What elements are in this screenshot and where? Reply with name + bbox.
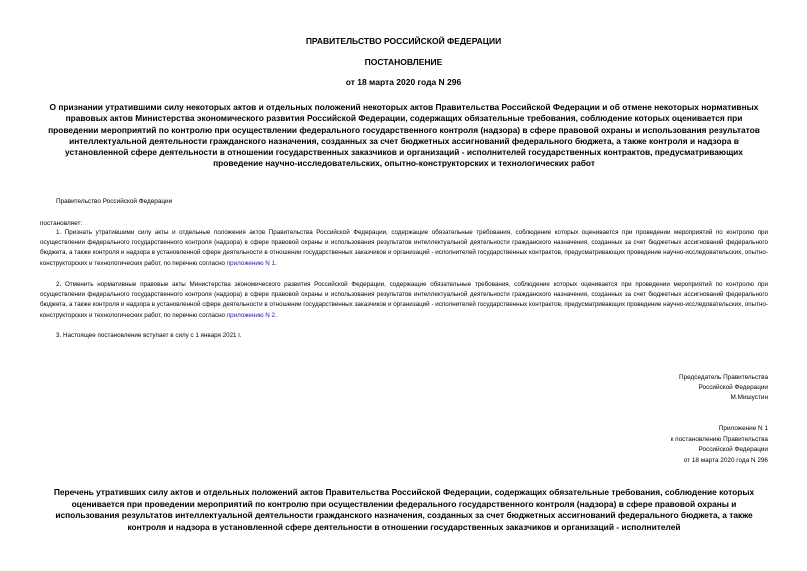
- annex-header: [548, 424, 768, 466]
- list-title: Перечень утративших силу актов и отдельных положений актов Правительства Российской Федерации, содержащих обязательные требования, соблюдение которых оценивается при проведении мероприятий по контролю при осуществлении федерального государственного контроля (надзора) в сфере правовой охраны и использования результатов интеллектуальной деятельности гражданского назначения, созданных за счет бюджетных ассигнований федерального бюджета, а также контроля и надзора в установленной сфере деятельности в отношении государственных заказчиков и организаций - исполнителей: [53, 487, 755, 532]
- signature-country: Российской Федерации: [698, 384, 768, 391]
- annex-country: Российской Федерации: [698, 446, 768, 453]
- annex-date: от 18 марта 2020 года N 296: [683, 456, 768, 464]
- government-heading: ПРАВИТЕЛЬСТВО РОССИЙСКОЙ ФЕДЕРАЦИИ: [305, 36, 502, 46]
- paragraph-2: [40, 280, 768, 321]
- signature-name: М.Мишустин: [730, 394, 768, 401]
- paragraph-2-end: .: [275, 311, 277, 319]
- paragraph-1: [40, 228, 768, 269]
- paragraph-1-text: 1. Признать утратившими силу акты и отдельные положения актов Правительства Российской Федерации, содержащие обязательные требования, соблюдение которых оценивается при проведении мероприятий по контролю при осуществлении федерального государственного контроля (надзора) в сфере правовой охраны и использования результатов интеллектуальной деятельности гражданского назначения, созданных за счет бюджетных ассигнований федерального бюджета, а также контроля и надзора в установленной сфере деятельности в отношении государственных заказчиков и организаций - исполнителей государственных контрактов, предусматривающих проведение научно-исследовательских, опытно-конструкторских и технологических работ, по перечню согласно: [40, 229, 768, 267]
- issuing-body: Правительство Российской Федерации: [56, 198, 173, 205]
- annex-reference: к постановлению Правительства: [670, 435, 768, 443]
- signature-position: Председатель Правительства: [679, 374, 768, 381]
- paragraph-1-end: .: [275, 259, 277, 267]
- paragraph-2-text: 2. Отменить нормативные правовые акты Министерства экономического развития Российской Федерации, содержащие обязательные требования, соблюдение которых оценивается при проведении мероприятий по контролю при осуществлении федерального государственного контроля (надзора) в сфере правовой охраны и использования результатов интеллектуальной деятельности гражданского назначения, созданных за счет бюджетных ассигнований федерального бюджета, а также контроля и надзора в установленной сфере деятельности в отношении государственных заказчиков и организаций - исполнителей государственных контрактов, предусматривающих проведение научно-исследовательских, опытно-конструкторских и технологических работ, по перечню согласно: [40, 281, 768, 319]
- signature-block: [548, 373, 768, 403]
- annex-number: Приложение N 1: [718, 425, 768, 432]
- annex-2-link[interactable]: приложению N 2: [226, 311, 275, 319]
- annex-1-link[interactable]: приложению N 1: [226, 259, 275, 267]
- date-number-heading: от 18 марта 2020 года N 296: [345, 77, 462, 87]
- paragraph-3: 3. Настоящее постановление вступает в силу с 1 января 2021 г.: [56, 332, 242, 339]
- document-type-heading: ПОСТАНОВЛЕНИЕ: [364, 57, 443, 67]
- decrees-word: постановляет:: [40, 220, 83, 227]
- document-title: О признании утратившими силу некоторых актов и отдельных положений некоторых актов Правительства Российской Федерации и об отмене некоторых нормативных правовых актов Министерства экономического развития Российской Федерации, содержащих обязательные требования, соблюдение которых оценивается при проведении мероприятий по контролю при осуществлении федерального государственного контроля (надзора) в сфере правовой охраны и использования результатов интеллектуальной деятельности гражданского назначения, созданных за счет бюджетных ассигнований федерального бюджета, а также контроля и надзора в установленной сфере деятельности в отношении государственных заказчиков и организаций - исполнителей государственных контрактов, предусматривающих проведение научно-исследовательских, опытно-конструкторских и технологических работ: [48, 102, 760, 169]
